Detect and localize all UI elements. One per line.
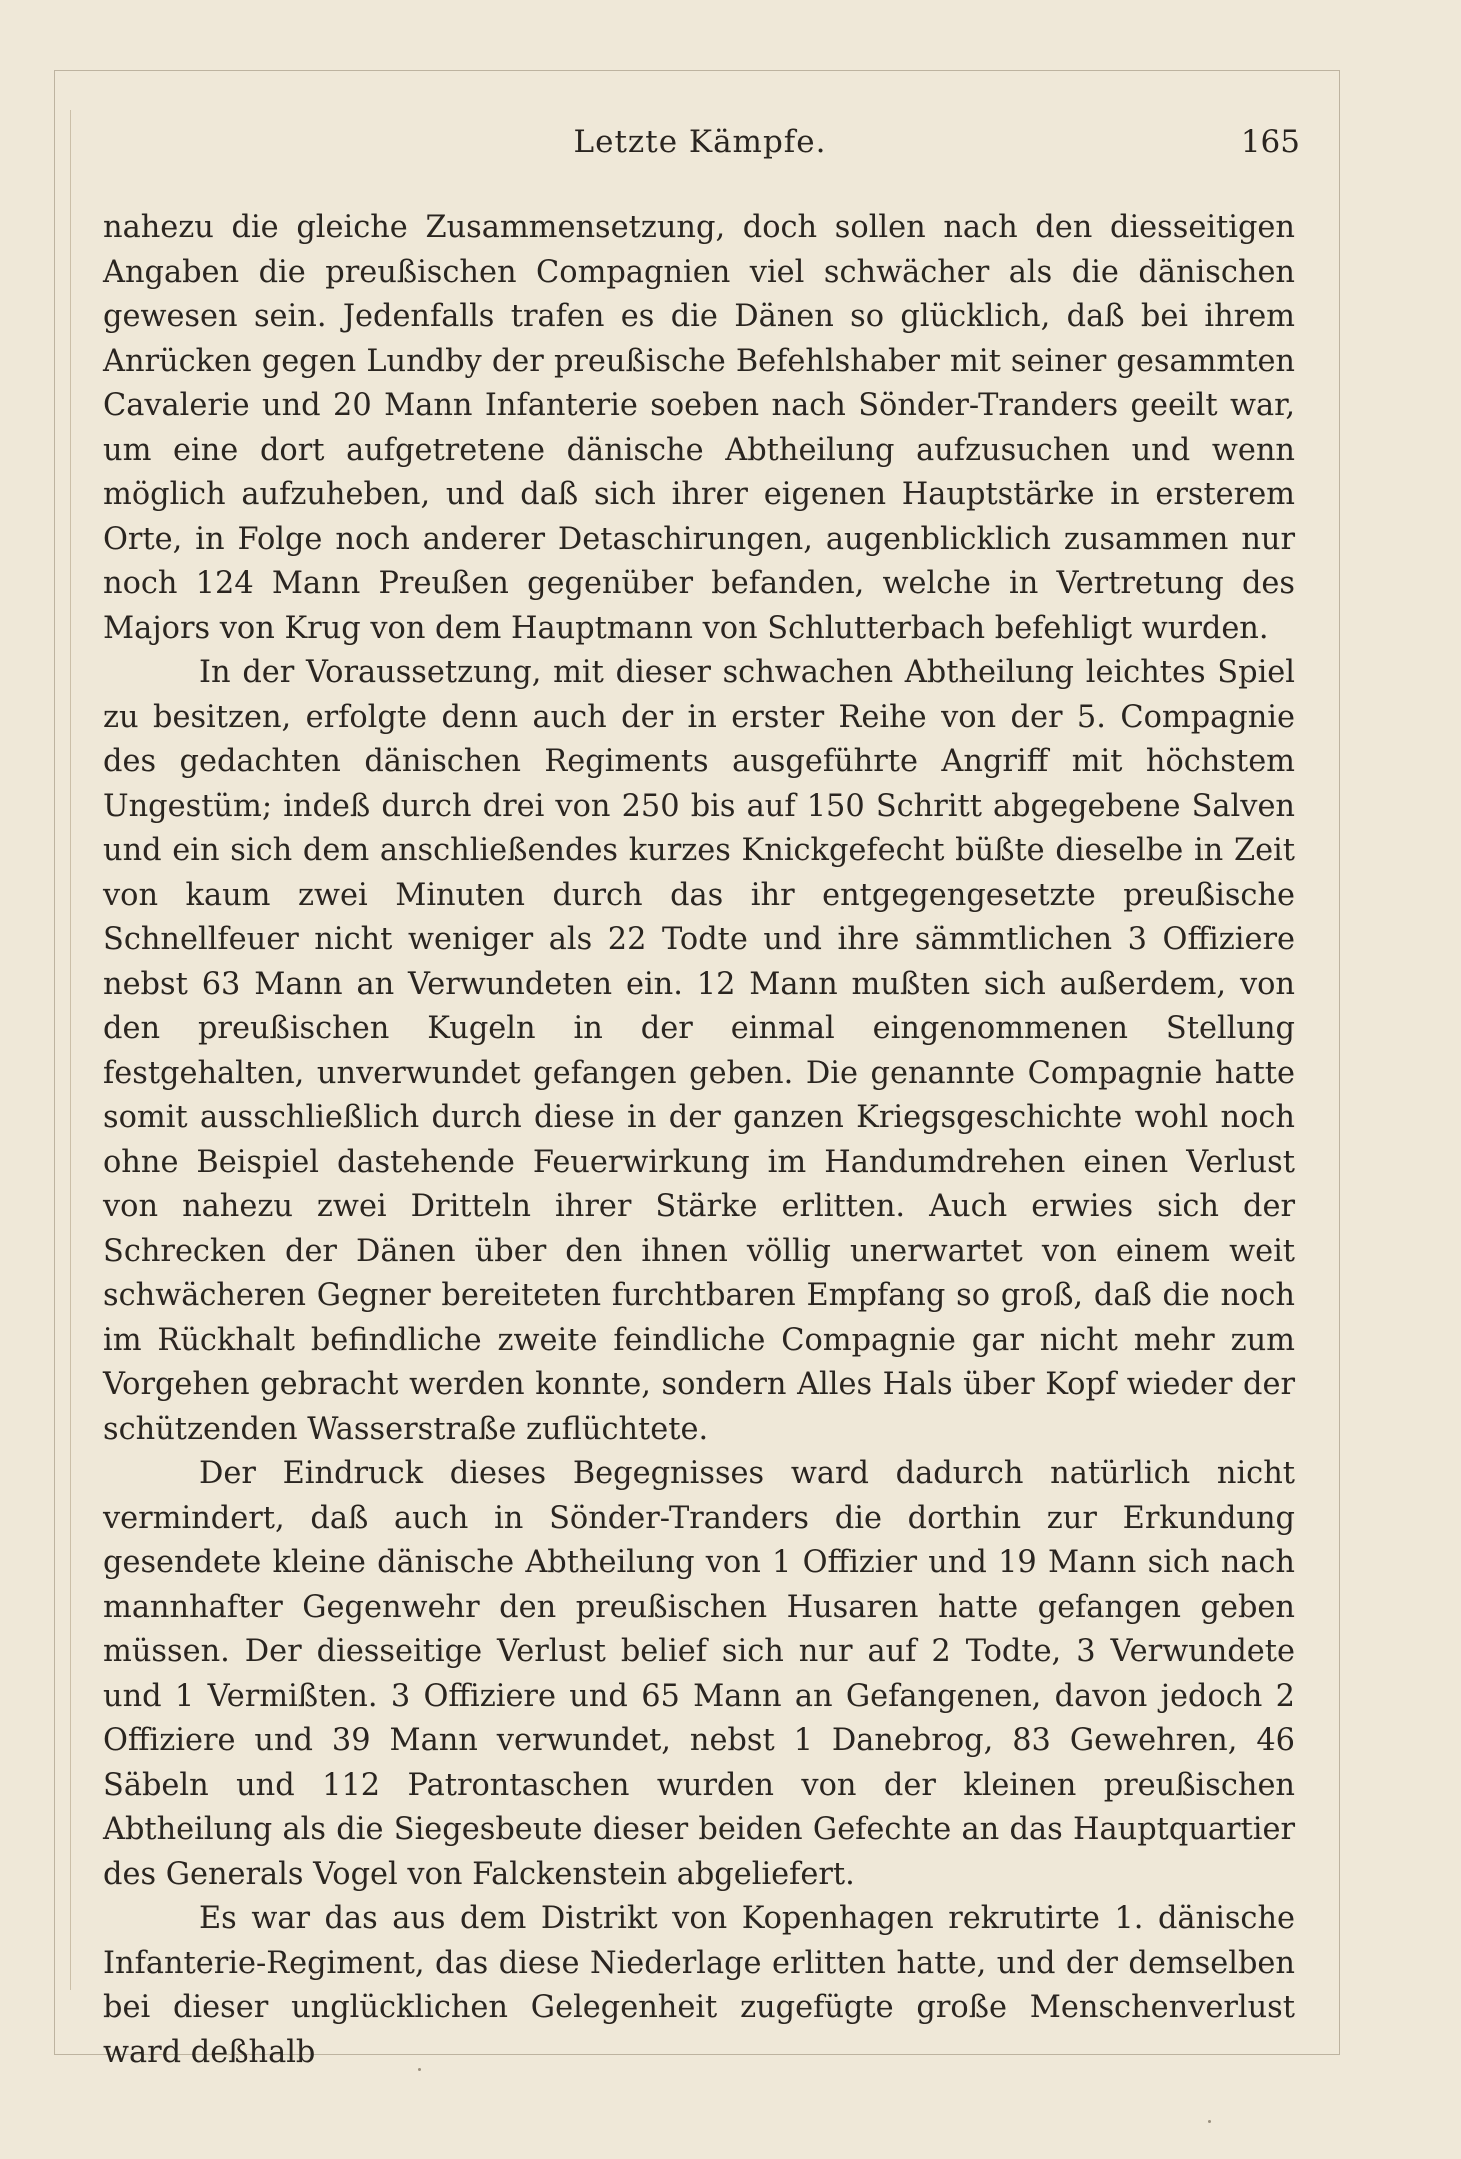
paragraph-2: In der Voraussetzung, mit dieser schwachen Abtheilung leichtes Spiel zu besitzen, erfolgte denn auch der in erster Reihe von der 5. Compagnie des gedachten dänischen Regiments ausgeführte Angriff mit höchstem Ungestüm; indeß durch drei von 250 bis auf 150 Schritt abgegebene Salven und ein sich dem anschließendes kurzes Knickgefecht büßte dieselbe in Zeit von kaum zwei Minuten durch das ihr entgegengesetzte preußische Schnellfeuer nicht weniger als 22 Todte und ihre sämmtlichen 3 Offiziere nebst 63 Mann an Verwundeten ein. 12 Mann mußten sich außerdem, von den preußischen Kugeln in der einmal eingenommenen Stellung festgehalten, unverwundet gefangen geben. Die genannte Compagnie hatte somit ausschließlich durch diese in der ganzen Kriegsgeschichte wohl noch ohne Beispiel dastehende Feuerwirkung im Handumdrehen einen Verlust von nahezu zwei Dritteln ihrer Stärke erlitten. Auch erwies sich der Schrecken der Dänen über den ihnen völlig unerwartet von einem weit schwächeren Gegner bereiteten furchtbaren Empfang so groß, daß die noch im Rückhalt befindliche zweite feindliche Compagnie gar nicht mehr zum Vorgehen gebracht werden konnte, sondern Alles Hals über Kopf wieder der schützenden Wasserstraße zuflüchtete. — [103, 655, 1295, 1447]
paragraph-4: Es war das aus dem Distrikt von Kopenhagen rekrutirte 1. dänische Infanterie-Regiment, das diese Niederlage erlitten hatte, und der demselben bei dieser unglücklichen Gelegenheit zugefügte große Menschenverlust ward deßhalb — [103, 1901, 1295, 2070]
paragraph-1: nahezu die gleiche Zusammensetzung, doch sollen nach den diesseitigen Angaben die preußischen Compagnien viel schwächer als die dänischen gewesen sein. Jedenfalls trafen es die Dänen so glücklich, daß bei ihrem Anrücken gegen Lundby der preußische Befehlshaber mit seiner gesammten Cavalerie und 20 Mann Infanterie soeben nach Sönder-Tranders geeilt war, um eine dort aufgetretene dänische Abtheilung aufzusuchen und wenn möglich aufzuheben, und daß sich ihrer eigenen Hauptstärke in ersterem Orte, in Folge noch anderer Detaschirungen, augenblicklich zusammen nur noch 124 Mann Preußen gegenüber befanden, welche in Vertretung des Majors von Krug von dem Hauptmann von Schlutterbach befehligt wurden. — [103, 210, 1295, 646]
page-header — [100, 118, 1300, 174]
paper-speck — [418, 2068, 421, 2071]
gutter-line — [70, 110, 71, 1990]
paragraph-3: Der Eindruck dieses Begegnisses ward dadurch natürlich nicht vermindert, daß auch in Sönder-Tranders die dorthin zur Erkundung gesendete kleine dänische Abtheilung von 1 Offizier und 19 Mann sich nach mannhafter Gegenwehr den preußischen Husaren hatte gefangen geben müssen. Der diesseitige Verlust belief sich nur auf 2 Todte, 3 Verwundete und 1 Vermißten. 3 Offiziere und 65 Mann an Gefangenen, davon jedoch 2 Offiziere und 39 Mann verwundet, nebst 1 Danebrog, 83 Gewehren, 46 Säbeln und 112 Patrontaschen wurden von der kleinen preußischen Abtheilung als die Siegesbeute dieser beiden Gefechte an das Hauptquartier des Generals Vogel von Falckenstein abgeliefert. — [103, 1456, 1295, 1892]
page-number: 165 — [1240, 124, 1300, 160]
body-text — [103, 206, 1295, 2075]
running-title: Letzte Kämpfe. — [573, 124, 827, 160]
paper-speck — [1208, 2120, 1211, 2123]
